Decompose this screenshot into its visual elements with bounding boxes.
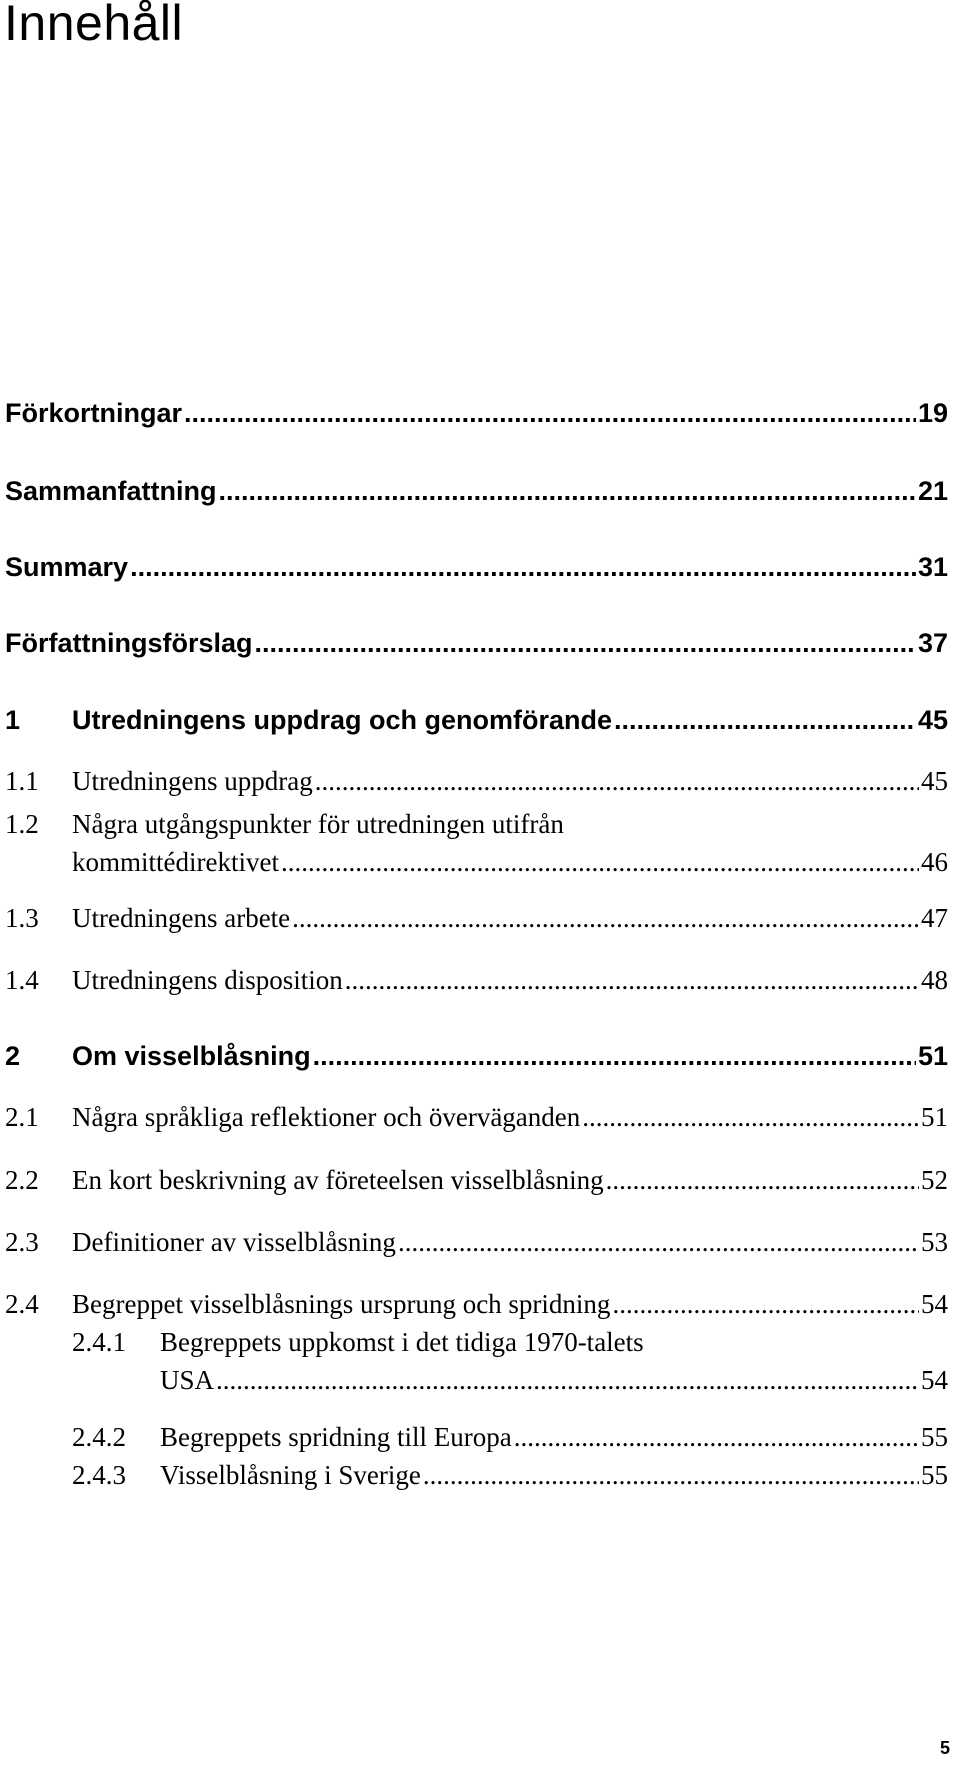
toc-entry-number: 2.1 bbox=[5, 1102, 39, 1132]
toc-entry[interactable] bbox=[5, 400, 948, 427]
toc-leader-dots bbox=[614, 707, 916, 734]
page-title: Innehåll bbox=[4, 0, 184, 51]
toc-entry-number: 2.4.3 bbox=[72, 1460, 126, 1490]
toc-entry-page: 51 bbox=[921, 1102, 948, 1132]
toc-entry[interactable] bbox=[72, 768, 948, 795]
toc-entry[interactable] bbox=[72, 1104, 948, 1131]
toc-entry-label: Förkortningar bbox=[5, 398, 183, 428]
toc-leader-dots bbox=[313, 1043, 916, 1070]
toc-entry-label: En kort beskrivning av företeelsen visselblåsning bbox=[72, 1165, 604, 1195]
toc-entry-label: Utredningens uppdrag och genomförande bbox=[72, 705, 613, 735]
toc-entry-page: 45 bbox=[921, 766, 948, 796]
toc-entry-page: 31 bbox=[917, 552, 948, 582]
toc-entry-page: 45 bbox=[917, 705, 948, 735]
toc-entry-page: 51 bbox=[917, 1041, 948, 1071]
toc-entry[interactable] bbox=[160, 1462, 948, 1489]
toc-leader-dots bbox=[292, 905, 919, 932]
toc-entry-page: 46 bbox=[921, 847, 948, 877]
toc-leader-dots bbox=[130, 554, 916, 581]
toc-entry[interactable] bbox=[72, 707, 948, 734]
toc-leader-dots bbox=[606, 1167, 919, 1194]
toc-leader-dots bbox=[315, 768, 919, 795]
toc-entry[interactable] bbox=[72, 1167, 948, 1194]
toc-leader-dots bbox=[398, 1229, 919, 1256]
toc-entry-page: 55 bbox=[921, 1422, 948, 1452]
toc-entry-label: Summary bbox=[5, 552, 129, 582]
toc-entry[interactable] bbox=[72, 1229, 948, 1256]
toc-entry[interactable] bbox=[72, 1043, 948, 1070]
toc-entry-number: 2.4.1 bbox=[72, 1327, 126, 1357]
toc-entry-page: 53 bbox=[921, 1227, 948, 1257]
toc-entry-page: 21 bbox=[917, 476, 948, 506]
toc-entry-label: Begreppets uppkomst i det tidiga 1970-talets bbox=[160, 1327, 644, 1357]
toc-entry-number: 2.2 bbox=[5, 1165, 39, 1195]
toc-leader-dots bbox=[281, 849, 919, 876]
toc-entry-number: 2 bbox=[5, 1041, 21, 1071]
toc-leader-dots bbox=[216, 1367, 919, 1394]
toc-entry-label: Begreppet visselblåsnings ursprung och spridning bbox=[72, 1289, 611, 1319]
toc-entry-label: Utredningens uppdrag bbox=[72, 766, 313, 796]
toc-entry-label: Några utgångspunkter för utredningen utifrån bbox=[72, 809, 564, 839]
toc-leader-dots bbox=[423, 1462, 919, 1489]
toc-entry[interactable] bbox=[72, 967, 948, 994]
toc-entry-label: Visselblåsning i Sverige bbox=[160, 1460, 421, 1490]
toc-entry-page: 52 bbox=[921, 1165, 948, 1195]
toc-leader-dots bbox=[345, 967, 919, 994]
toc-leader-dots bbox=[255, 630, 916, 657]
toc-entry-label: Utredningens disposition bbox=[72, 965, 343, 995]
toc-entry-label: Definitioner av visselblåsning bbox=[72, 1227, 396, 1257]
toc-entry-label-continuation: kommittédirektivet bbox=[72, 847, 279, 877]
toc-entry-page: 54 bbox=[921, 1365, 948, 1395]
toc-entry[interactable] bbox=[72, 905, 948, 932]
toc-entry[interactable] bbox=[5, 630, 948, 657]
toc-entry-page: 47 bbox=[921, 903, 948, 933]
toc-leader-dots bbox=[514, 1424, 919, 1451]
toc-entry[interactable] bbox=[72, 849, 948, 876]
toc-leader-dots bbox=[184, 400, 916, 427]
toc-entry-number: 1 bbox=[5, 705, 21, 735]
toc-entry-label: Sammanfattning bbox=[5, 476, 217, 506]
toc-entry-label: Några språkliga reflektioner och överväganden bbox=[72, 1102, 581, 1132]
page-number: 5 bbox=[939, 1738, 950, 1758]
toc-entry-number: 2.4.2 bbox=[72, 1422, 126, 1452]
toc-entry[interactable] bbox=[160, 1367, 948, 1394]
toc-entry-number: 2.4 bbox=[5, 1289, 39, 1319]
toc-entry-label-continuation: USA bbox=[160, 1365, 215, 1395]
toc-entry-number: 2.3 bbox=[5, 1227, 39, 1257]
toc-leader-dots bbox=[612, 1291, 919, 1318]
toc-entry[interactable] bbox=[5, 554, 948, 581]
toc-entry-number: 1.2 bbox=[5, 809, 39, 839]
toc-entry-number: 1.3 bbox=[5, 903, 39, 933]
toc-entry-label: Om visselblåsning bbox=[72, 1041, 311, 1071]
toc-entry-label: Författningsförslag bbox=[5, 628, 253, 658]
toc-entry[interactable] bbox=[5, 478, 948, 505]
toc-entry-page: 37 bbox=[917, 628, 948, 658]
toc-entry[interactable] bbox=[160, 1424, 948, 1451]
toc-entry[interactable] bbox=[72, 1291, 948, 1318]
toc-entry-number: 1.4 bbox=[5, 965, 39, 995]
toc-entry-page: 55 bbox=[921, 1460, 948, 1490]
toc-leader-dots bbox=[219, 478, 916, 505]
toc-entry-label: Begreppets spridning till Europa bbox=[160, 1422, 512, 1452]
toc-entry-page: 19 bbox=[917, 398, 948, 428]
toc-entry-page: 48 bbox=[921, 965, 948, 995]
toc-entry-label: Utredningens arbete bbox=[72, 903, 291, 933]
toc-leader-dots bbox=[582, 1104, 919, 1131]
toc-entry-page: 54 bbox=[921, 1289, 948, 1319]
toc-entry-number: 1.1 bbox=[5, 766, 39, 796]
